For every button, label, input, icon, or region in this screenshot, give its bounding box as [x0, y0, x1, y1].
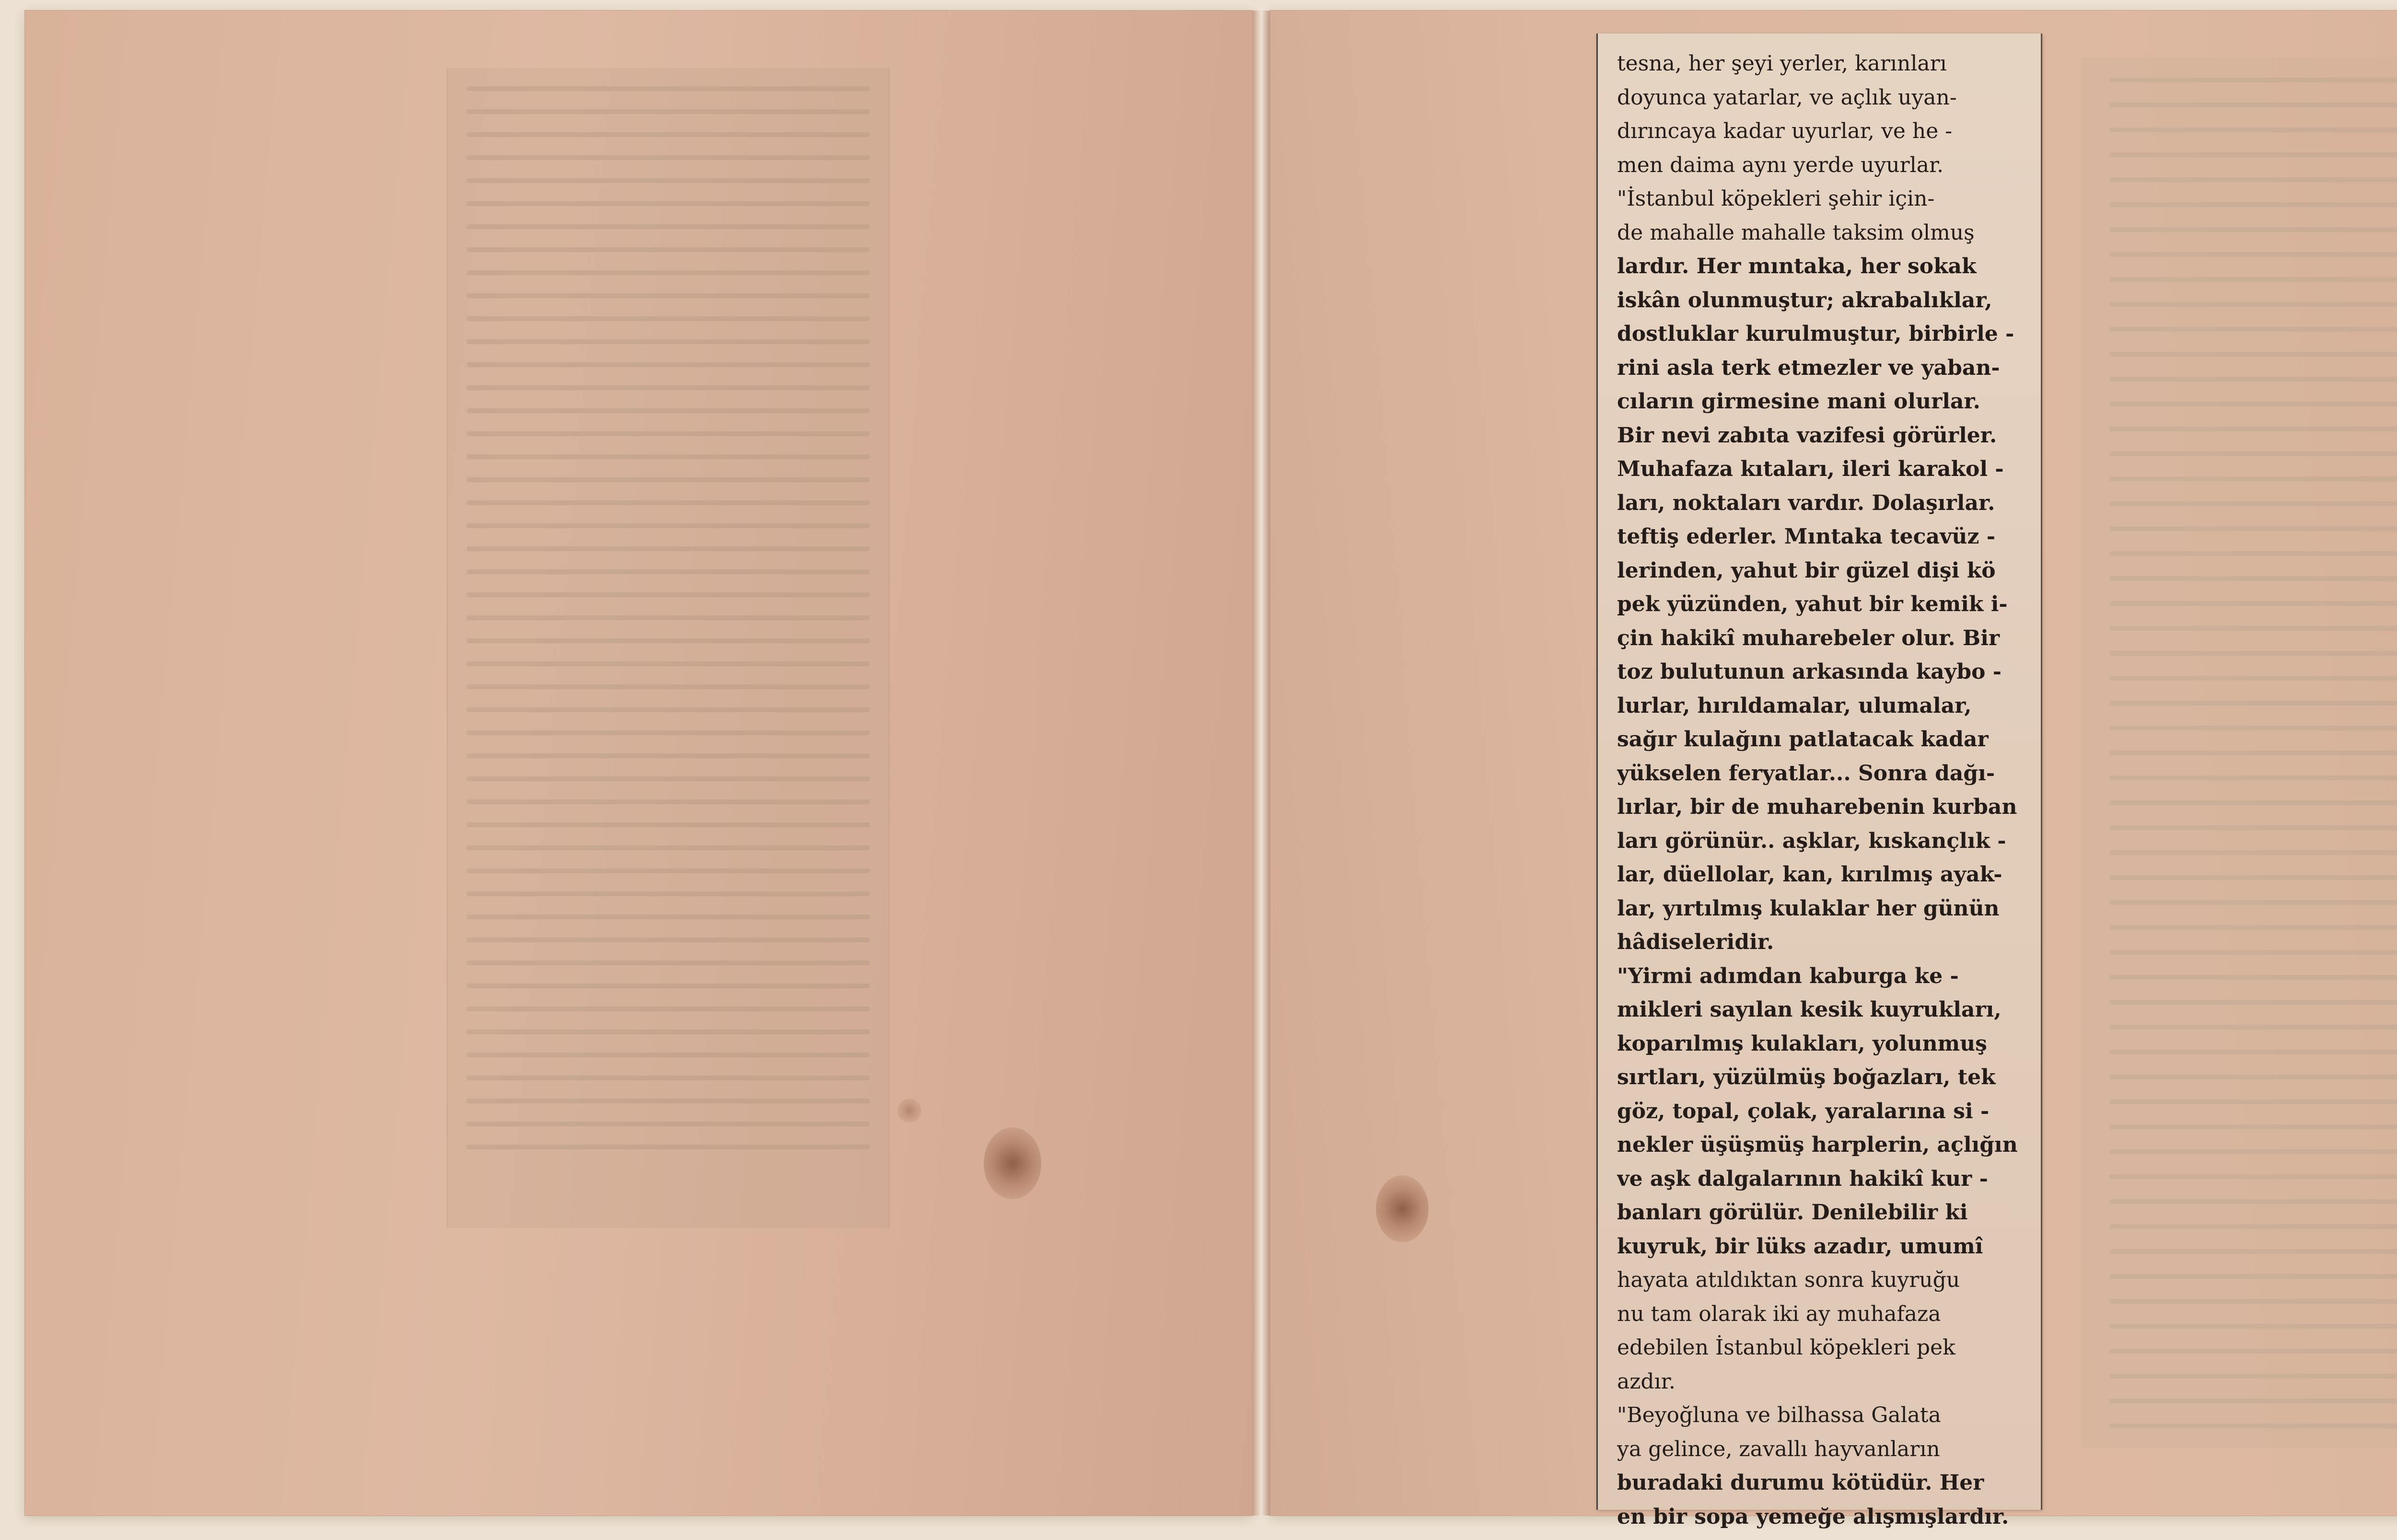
clipping-line: edebilen İstanbul köpekleri pek — [1617, 1335, 1955, 1360]
clipping-line: ya gelince, zavallı hayvanların — [1617, 1436, 1940, 1461]
clipping-line: lırlar, bir de muharebenin kurban — [1617, 795, 2017, 819]
clipping-line: ve aşk dalgalarının hakikî kur - — [1617, 1166, 1988, 1191]
clipping-line: dostluklar kurulmuştur, birbirle - — [1617, 322, 2014, 346]
center-fold — [1252, 11, 1270, 1516]
clipping-line: "İstanbul köpekleri şehir için- — [1617, 186, 1935, 211]
newspaper-clipping — [1596, 34, 2042, 1529]
clipping-line: lardır. Her mıntaka, her sokak — [1617, 254, 1977, 278]
bleed-through-column — [2081, 58, 2397, 1447]
clipping-line: Bir nevi zabıta vazifesi görürler. — [1617, 423, 1997, 448]
clipping-line: banları görülür. Denilebilir ki — [1617, 1200, 1968, 1225]
clipping-line: mikleri sayılan kesik kuyrukları, — [1617, 997, 2001, 1022]
clipping-line: sağır kulağını patlatacak kadar — [1617, 727, 1989, 752]
clipping-line: Muhafaza kıtaları, ileri karakol - — [1617, 457, 2004, 481]
clipping-line: nekler üşüşmüş harplerin, açlığın — [1617, 1133, 2018, 1157]
clipping-line: doyunca yatarlar, ve açlık uyan- — [1617, 85, 1957, 110]
clipping-line: nu tam olarak iki ay muhafaza — [1617, 1301, 1941, 1326]
left-page — [25, 11, 1252, 1516]
clipping-line: hâdiseleridir. — [1617, 930, 1774, 954]
clipping-line: yükselen feryatlar... Sonra dağı- — [1617, 761, 1995, 786]
clipping-line: ları görünür.. aşklar, kıskançlık - — [1617, 828, 2006, 853]
clipping-line: koparılmış kulakları, yolunmuş — [1617, 1031, 1987, 1056]
clipping-line: lar, yırtılmış kulaklar her günün — [1617, 896, 2000, 921]
stain-spot — [1376, 1175, 1429, 1242]
clipping-line: hayata atıldıktan sonra kuyruğu — [1617, 1268, 1960, 1292]
clipping-line: lurlar, hırıldamalar, ulumalar, — [1617, 693, 1972, 718]
clipping-line: toz bulutunun arkasında kaybo - — [1617, 660, 2002, 684]
clipping-line: kuyruk, bir lüks azadır, umumî — [1617, 1234, 1983, 1259]
clipping-line: tesna, her şeyi yerler, karınları — [1617, 51, 1947, 76]
clipping-line: en bir sopa yemeğe alışmışlardır. — [1617, 1504, 2009, 1529]
stain-spot — [897, 1099, 921, 1123]
clipping-line: ları, noktaları vardır. Dolaşırlar. — [1617, 490, 1995, 515]
clipping-line: men daima aynı yerde uyurlar. — [1617, 152, 1944, 177]
stain-spot — [984, 1127, 1041, 1199]
clipping-line: çin hakikî muharebeler olur. Bir — [1617, 625, 2000, 650]
clipping-line: teftiş ederler. Mıntaka tecavüz - — [1617, 524, 1996, 549]
clipping-line: lar, düellolar, kan, kırılmış ayak- — [1617, 862, 2002, 887]
clipping-line: cıların girmesine mani olurlar. — [1617, 389, 1980, 414]
clipping-line: iskân olunmuştur; akrabalıklar, — [1617, 288, 1992, 313]
clipping-line: rini asla terk etmezler ve yaban- — [1617, 355, 2000, 380]
clipping-line: göz, topal, çolak, yaralarına si - — [1617, 1099, 1990, 1123]
clipping-line: azdır. — [1617, 1369, 1676, 1394]
bleed-through-text — [447, 68, 890, 1228]
clipping-line: "Beyoğluna ve bilhassa Galata — [1617, 1403, 1941, 1427]
clipping-line: pek yüzünden, yahut bir kemik i- — [1617, 592, 2008, 616]
clipping-line: de mahalle mahalle taksim olmuş — [1617, 220, 1975, 245]
clipping-line: sırtları, yüzülmüş boğazları, tek — [1617, 1065, 1996, 1089]
clipping-line: lerinden, yahut bir güzel dişi kö — [1617, 558, 1996, 583]
clipping-line: dırıncaya kadar uyurlar, ve he - — [1617, 119, 1953, 143]
clipping-column — [1617, 47, 2028, 1534]
clipping-line: buradaki durumu kötüdür. Her — [1617, 1471, 1984, 1495]
clipping-line: "Yirmi adımdan kaburga ke - — [1617, 963, 1959, 988]
